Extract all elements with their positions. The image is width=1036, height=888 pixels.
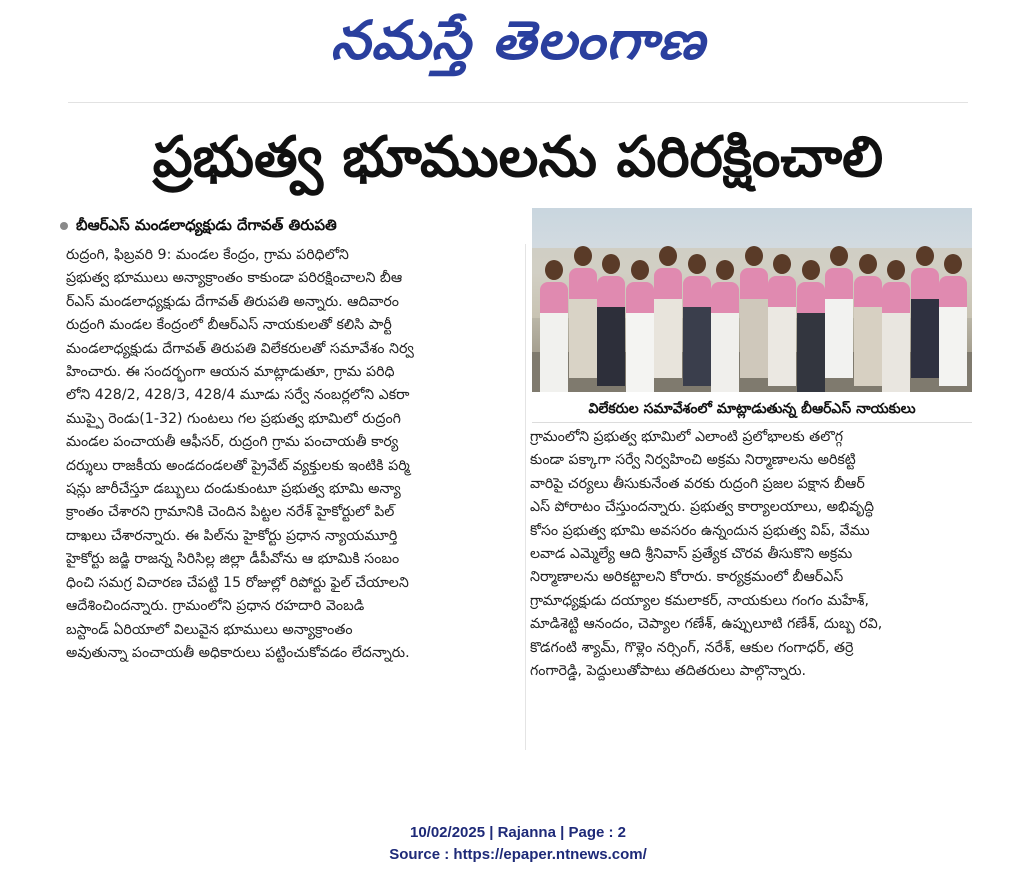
photo-person (654, 246, 682, 378)
photo-person (569, 246, 597, 378)
person-head (574, 246, 592, 266)
bullet-icon (60, 222, 68, 230)
person-head (859, 254, 877, 274)
article-line: మాడిశెట్టి ఆనందం, చెప్యాల గణేశ్, ఉప్పులూటి గణేశ్, దుబ్బ రవి, (530, 616, 883, 633)
article-line: కొడగంటి శ్యామ్, గొళ్లెం నర్సింగ్, నరేశ్, ఆకుల గంగాధర్, తర్రె (530, 639, 854, 656)
article-line: గ్రామాధ్యక్షుడు దయ్యాల కమలాకర్, నాయకులు గంగం మహేశ్, (530, 592, 869, 609)
photo-person (540, 260, 568, 392)
person-body (740, 268, 768, 378)
person-head (773, 254, 791, 274)
article-line: ర్ఎస్ మండలాధ్యక్షుడు దేగావత్ తిరుపతి అన్నారు. ఆదివారం (66, 293, 399, 310)
person-body (569, 268, 597, 378)
person-body (654, 268, 682, 378)
person-body (597, 276, 625, 386)
article-line: లవాడ ఎమ్మెల్యే ఆది శ్రీనివాస్ ప్రత్యేక చొరవ తీసుకొని అక్రమ (530, 546, 853, 563)
column-divider (525, 244, 526, 750)
page-footer (0, 822, 1036, 866)
person-body (540, 282, 568, 392)
article-line: వారిపై చర్యలు తీసుకునేంత వరకు రుద్రంగి ప్రజల పక్షాన బీఆర్ (530, 475, 865, 492)
person-head (545, 260, 563, 280)
person-head (802, 260, 820, 280)
article-line: మండల పంచాయతీ ఆఫీసర్, రుద్రంగి గ్రామ పంచాయతీ కార్య (66, 434, 399, 451)
person-body (882, 282, 910, 392)
person-body (939, 276, 967, 386)
person-head (944, 254, 962, 274)
person-body (854, 276, 882, 386)
photo-person (825, 246, 853, 378)
photo-person (882, 260, 910, 392)
article-line: దాఖలు చేశారన్నారు. ఈ పిల్‌ను హైకోర్టు ప్రధాన న్యాయమూర్తి (66, 527, 398, 544)
article-line: కోసం ప్రభుత్వ భూమి అవసరం ఉన్నందున ప్రభుత్వ విప్, వేము (530, 522, 870, 539)
photo-person (740, 246, 768, 378)
article-line: గ్రామంలోని ప్రభుత్వ భూమిలో ఎలాంటి ప్రలోభాలకు తలొగ్గ (530, 429, 844, 445)
person-body (626, 282, 654, 392)
person-head (631, 260, 649, 280)
source-link[interactable]: Source : https://epaper.ntnews.com/ (389, 846, 647, 863)
edition-info: 10/02/2025 | Rajanna | Page : 2 (409, 824, 626, 841)
person-head (830, 246, 848, 266)
person-head (916, 246, 934, 266)
photo-person (597, 254, 625, 386)
article-line: నిర్మాణాలను అరికట్టాలని కోరారు. కార్యక్రమంలో బీఆర్‌ఎస్ (530, 569, 844, 586)
byline (60, 212, 530, 238)
photo-person (711, 260, 739, 392)
person-body (797, 282, 825, 392)
person-body (825, 268, 853, 378)
byline-text: బీఆర్‌ఎస్ మండలాధ్యక్షుడు దేగావత్ తిరుపతి (76, 216, 337, 234)
person-head (887, 260, 905, 280)
article-column-right (530, 426, 970, 750)
article-line: లోని 428/2, 428/3, 428/4 మూడు సర్వే నంబర్లలోని ఎకరా (66, 387, 410, 404)
article-line: గంగారెడ్డి, పెద్దులుతోపాటు తదితరులు పాల్గొన్నారు. (530, 663, 807, 680)
article-line: దర్శులు రాజకీయ అండదండలతో ప్రైవేట్ వ్యక్తులకు ఇంటికి పర్మి (66, 457, 410, 474)
photo-person (768, 254, 796, 386)
photo-person (854, 254, 882, 386)
top-divider (68, 102, 968, 103)
article-line: హైకోర్టు జడ్జి రాజన్న సిరిసిల్ల జిల్లా డీపీవోను ఆ భూమికి సంబం (66, 551, 400, 568)
article-headline: ప్రభుత్వ భూములను పరిరక్షించాలి (152, 125, 884, 190)
article-line: షన్లు జారీచేస్తూ డబ్బులు దండుకుంటూ ప్రభుత్వ భూమి అన్యా (66, 481, 401, 498)
photo-person (683, 254, 711, 386)
person-body (683, 276, 711, 386)
article-photo (532, 208, 972, 392)
person-body (911, 268, 939, 378)
person-head (688, 254, 706, 274)
photo-person (939, 254, 967, 386)
article-line: ధించి సమగ్ర విచారణ చేపట్టి 15 రోజుల్లో రిపోర్టు ఫైల్ చేయాలని (66, 574, 409, 591)
article-line: హించారు. ఈ సందర్భంగా ఆయన మాట్లాడుతూ, గ్రామ పరిధి (66, 364, 395, 381)
person-head (659, 246, 677, 266)
photo-person (797, 260, 825, 392)
article-line: బస్టాండ్ ఏరియాలో విలువైన భూములు అన్యాక్రాంతం (66, 621, 353, 638)
person-body (711, 282, 739, 392)
article-line: మండలాధ్యక్షుడు దేగావత్ తిరుపతి విలేకరులతో సమావేశం నిర్వ (66, 340, 414, 357)
article-line: ఎస్ పోరాటం చేస్తుందన్నారు. ప్రభుత్వ కార్యాలయాలు, అభివృద్ధి (530, 499, 875, 516)
person-head (745, 246, 763, 266)
photo-person (626, 260, 654, 392)
person-body (768, 276, 796, 386)
article-line: రుద్రంగి, ఫిబ్రవరి 9: మండల కేంద్రం, గ్రామ పరిధిలోని (66, 247, 349, 263)
article-line: అవుతున్నా పంచాయతీ అధికారులు పట్టించుకోవడం లేదన్నారు. (66, 644, 410, 661)
article-column-left (66, 244, 522, 750)
masthead-logo: నమస్తే తెలంగాణ (330, 9, 706, 72)
article-line: క్రాంతం చేశారని గ్రామానికి చెందిన పిట్టల నరేశ్ హైకోర్టులో పిల్ (66, 504, 395, 521)
article-line: రుద్రంగి మండల కేంద్రంలో బీఆర్‌ఎస్ నాయకులతో కలిసి పార్టీ (66, 317, 392, 334)
person-head (602, 254, 620, 274)
photo-person (911, 246, 939, 378)
article-line: ఆదేశించిందన్నారు. గ్రామంలోని ప్రధాన రహదారి వెంబడి (66, 598, 365, 615)
photo-caption: విలేకరుల సమావేశంలో మాట్లాడుతున్న బీఆర్‌ఎస్ నాయకులు (532, 396, 972, 423)
article-line: ముప్పై రెండు(1-32) గుంటలు గల ప్రభుత్వ భూమిలో రుద్రంగి (66, 410, 401, 427)
person-head (716, 260, 734, 280)
article-line: ప్రభుత్వ భూములు అన్యాక్రాంతం కాకుండా పరిరక్షించాలని బీఆ (66, 270, 403, 287)
article-line: కుండా పక్కాగా సర్వే నిర్వహించి అక్రమ నిర్మాణాలను అరికట్టి (530, 452, 856, 469)
